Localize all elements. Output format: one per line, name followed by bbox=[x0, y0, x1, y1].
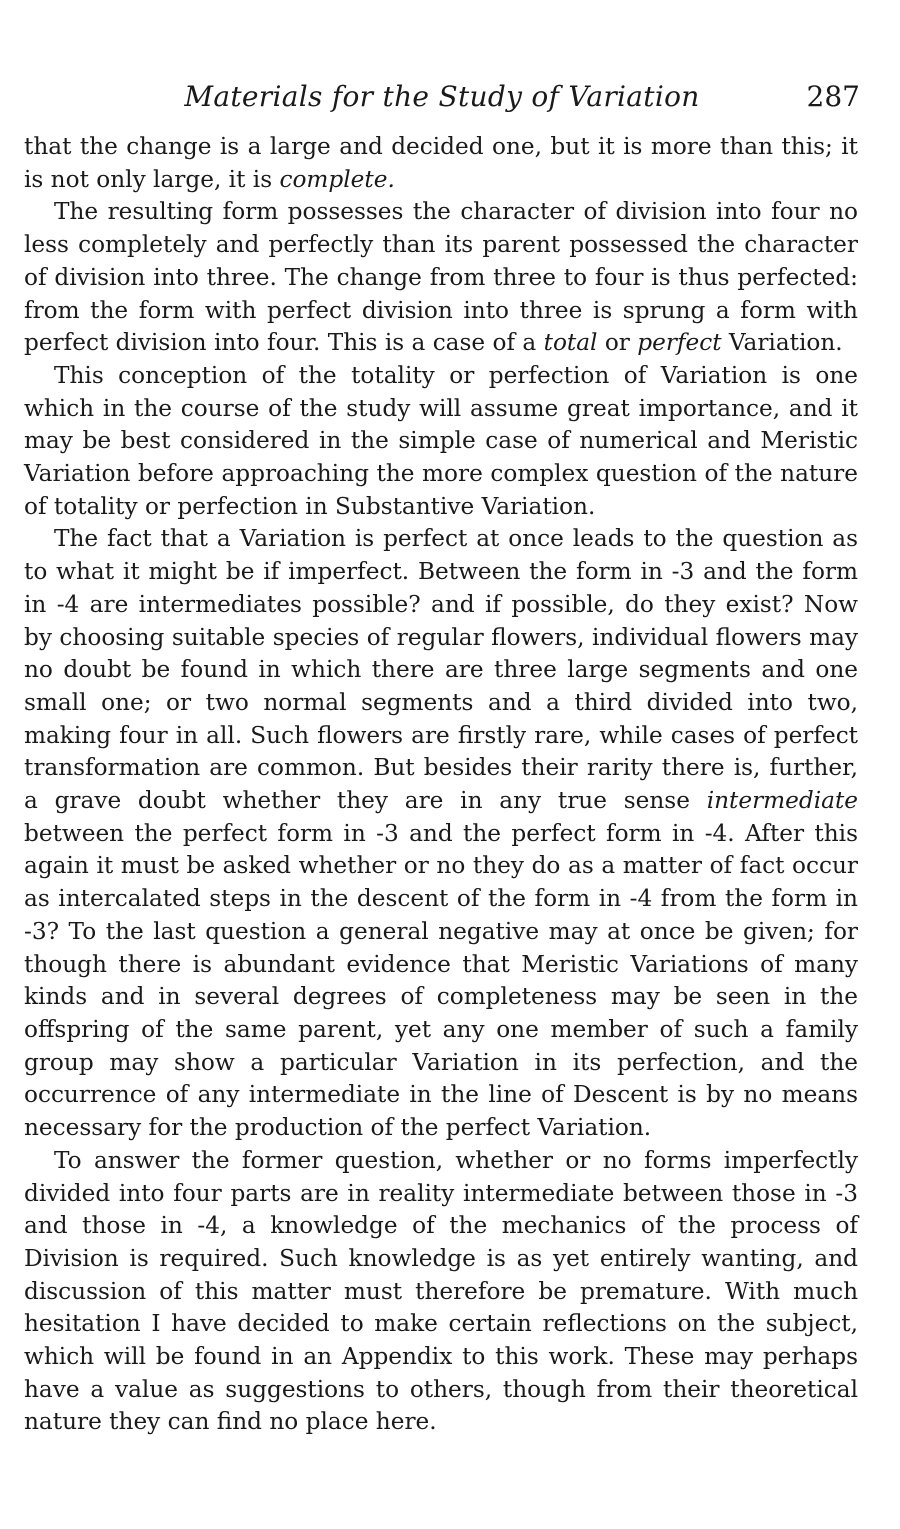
italic-text: total bbox=[543, 329, 598, 357]
text-run: To answer the former question, whether or no forms imperfectly divided into four parts are in reality intermediate between those in -3 and those in -4, a knowledge of the mechanics of the process of Division is required. Such knowledge is as yet entirely wanting, and discussion of this matter must therefore be premature. With much hesitation I have decided to make certain reflections on the subject, which will be found in an Appendix to this work. These may perhaps have a value as suggestions to others, though from their theoretical nature they can find no place here. bbox=[24, 1146, 858, 1436]
text-run: between the perfect form in -3 and the perfect form in -4. After this again it must be asked whether or no they do as a matter of fact occur as intercalated steps in the descent of the form in -4 from the form in -3? To the last question a general negative may at once be given; for though there is abundant evidence that Meristic Variations of many kinds and in several degrees of completeness may be seen in the offspring of the same parent, yet any one member of such a family group may show a particular Variation in its perfection, and the occurrence of any intermediate in the line of Descent is by no means necessary for the production of the perfect Variation. bbox=[24, 819, 858, 1142]
text-run: or bbox=[597, 329, 638, 357]
paragraph bbox=[24, 1145, 858, 1439]
running-head bbox=[24, 80, 860, 120]
paragraph bbox=[24, 131, 858, 196]
running-title: Materials for the Study of Variation bbox=[184, 80, 700, 113]
italic-text: complete. bbox=[279, 165, 395, 193]
paragraph bbox=[24, 523, 858, 1144]
text-run: The fact that a Variation is perfect at once leads to the question as to what it might be if imperfect. Between the form in -3 and the form in -4 are intermediates possible? and if possible, do they exist? Now by choosing suitable species of regular flowers, individual flowers may no doubt be found in which there are three large segments and one small one; or two normal segments and a third divided into two, making four in all. Such flowers are firstly rare, while cases of perfect transformation are common. But besides their rarity there is, further, a grave doubt whether they are in any true sense bbox=[24, 525, 858, 815]
page-number: 287 bbox=[806, 80, 860, 113]
text-run: that the change is a large and decided one, but it is more than this; it is not only large, it is bbox=[24, 133, 858, 193]
text-run: The resulting form possesses the character of division into four no less completely and perfectly than its parent possessed the character of division into three. The change from three to four is thus perfected: from the form with perfect division into three is sprung a form with perfect division into four. This is a case of a bbox=[24, 198, 858, 357]
paragraph bbox=[24, 360, 858, 524]
italic-text: perfect bbox=[637, 329, 722, 357]
text-run: This conception of the totality or perfection of Variation is one which in the course of the study will assume great importance, and it may be best considered in the simple case of numerical and Meristic Variation before approaching the more complex question of the nature of totality or perfection in Substantive Variation. bbox=[24, 361, 858, 520]
body-text bbox=[24, 131, 858, 1439]
italic-text: intermediate bbox=[706, 787, 858, 815]
paragraph bbox=[24, 196, 858, 360]
text-run: Variation. bbox=[721, 329, 843, 357]
